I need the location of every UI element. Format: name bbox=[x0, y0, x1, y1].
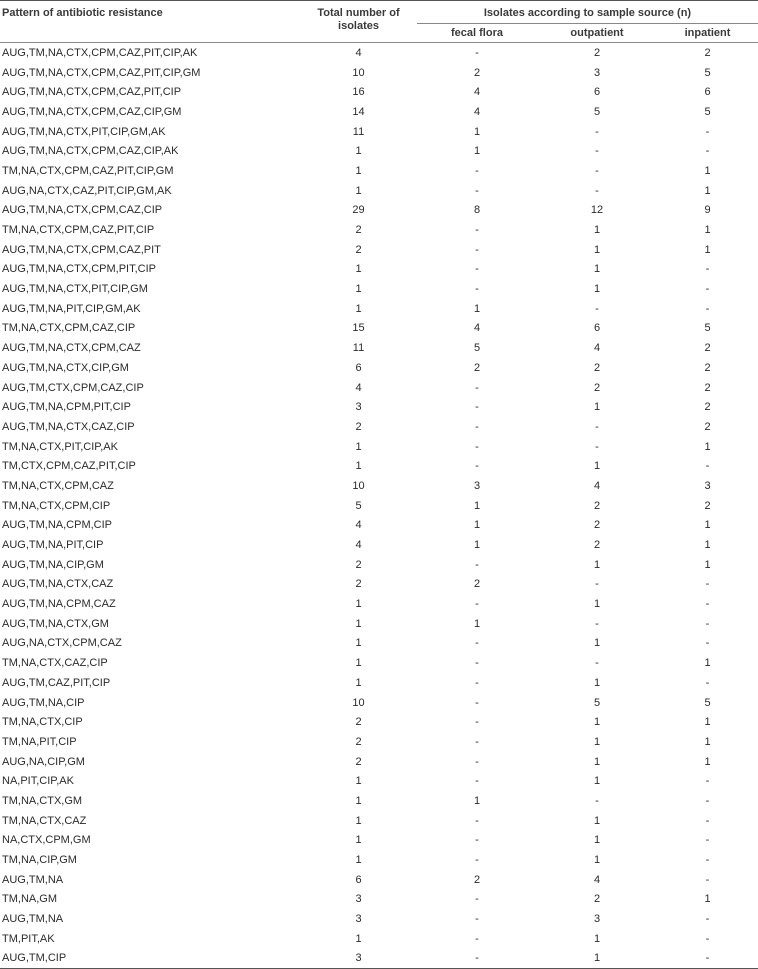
total-cell: 1 bbox=[355, 814, 362, 827]
table-row bbox=[0, 771, 758, 791]
total-cell: 2 bbox=[355, 420, 362, 433]
pattern-cell: AUG,TM,NA,CPM,CIP bbox=[2, 519, 113, 532]
table-row bbox=[0, 201, 758, 221]
fecal-cell: - bbox=[475, 932, 479, 945]
pattern-cell: AUG,TM,NA,CTX,PIT,CIP,GM bbox=[2, 283, 148, 296]
outpatient-cell: 4 bbox=[593, 873, 601, 886]
outpatient-cell: 2 bbox=[593, 519, 601, 532]
total-cell: 1 bbox=[355, 854, 362, 867]
table-row bbox=[0, 496, 758, 516]
total-cell: 2 bbox=[355, 755, 362, 768]
outpatient-cell: - bbox=[595, 184, 599, 197]
inpatient-cell: - bbox=[705, 932, 710, 945]
table-row bbox=[0, 575, 758, 595]
inpatient-cell: 2 bbox=[704, 381, 711, 394]
pattern-cell: TM,PIT,AK bbox=[2, 932, 55, 945]
fecal-cell: 1 bbox=[473, 125, 481, 138]
outpatient-cell: 2 bbox=[593, 46, 601, 59]
table-row bbox=[0, 240, 758, 260]
fecal-cell: - bbox=[475, 814, 479, 827]
table-row bbox=[0, 516, 758, 536]
table-row bbox=[0, 732, 758, 752]
inpatient-cell: 1 bbox=[704, 735, 711, 748]
pattern-cell: AUG,TM,NA,CTX,CPM,CAZ,PIT,CIP,AK bbox=[2, 46, 198, 59]
header-outpatient: outpatient bbox=[570, 27, 624, 39]
fecal-cell: 2 bbox=[473, 873, 481, 886]
table-row bbox=[0, 82, 758, 102]
inpatient-cell: 1 bbox=[704, 184, 711, 197]
table-row bbox=[0, 614, 758, 634]
table-row bbox=[0, 299, 758, 319]
inpatient-cell: - bbox=[705, 460, 710, 473]
fecal-cell: - bbox=[475, 696, 479, 709]
pattern-cell: AUG,TM,NA,CPM,PIT,CIP bbox=[2, 401, 131, 414]
fecal-cell: - bbox=[475, 224, 479, 237]
table-row bbox=[0, 693, 758, 713]
pattern-cell: AUG,TM,NA,CTX,CPM,CAZ,PIT,CIP bbox=[2, 86, 182, 99]
table-row bbox=[0, 929, 758, 949]
pattern-cell: AUG,NA,CTX,CAZ,PIT,CIP,GM,AK bbox=[2, 184, 172, 197]
table-row bbox=[0, 122, 758, 142]
total-cell: 1 bbox=[355, 263, 362, 276]
outpatient-cell: 1 bbox=[593, 676, 601, 689]
table-row bbox=[0, 811, 758, 831]
pattern-cell: AUG,TM,NA,CTX,CIP,GM bbox=[2, 361, 129, 374]
total-cell: 1 bbox=[355, 164, 362, 177]
fecal-cell: - bbox=[475, 893, 479, 906]
fecal-cell: 4 bbox=[473, 86, 481, 99]
table-row bbox=[0, 338, 758, 358]
table-row bbox=[0, 358, 758, 378]
table-row bbox=[0, 220, 758, 240]
inpatient-cell: - bbox=[705, 873, 710, 886]
total-cell: 2 bbox=[355, 578, 362, 591]
outpatient-cell: 1 bbox=[593, 637, 601, 650]
pattern-cell: AUG,TM,NA,CTX,CPM,PIT,CIP bbox=[2, 263, 157, 276]
total-cell: 3 bbox=[355, 913, 362, 926]
total-cell: 3 bbox=[355, 893, 362, 906]
fecal-cell: - bbox=[475, 854, 479, 867]
outpatient-cell: - bbox=[595, 145, 599, 158]
total-cell: 1 bbox=[355, 302, 362, 315]
total-cell: 4 bbox=[355, 539, 362, 552]
fecal-cell: - bbox=[475, 381, 479, 394]
outpatient-cell: - bbox=[595, 657, 599, 670]
table-body bbox=[0, 43, 758, 969]
inpatient-cell: - bbox=[705, 814, 710, 827]
pattern-cell: TM,NA,GM bbox=[2, 893, 57, 906]
outpatient-cell: 1 bbox=[593, 283, 601, 296]
table-row bbox=[0, 397, 758, 417]
inpatient-cell: 2 bbox=[704, 361, 711, 374]
total-cell: 1 bbox=[355, 932, 362, 945]
table-row bbox=[0, 102, 758, 122]
header-pattern: Pattern of antibiotic resistance bbox=[2, 7, 163, 19]
pattern-cell: AUG,TM,NA bbox=[2, 913, 64, 926]
fecal-cell: 1 bbox=[473, 145, 481, 158]
outpatient-cell: 1 bbox=[593, 854, 601, 867]
total-cell: 1 bbox=[355, 657, 362, 670]
inpatient-cell: 5 bbox=[704, 105, 711, 118]
inpatient-cell: 1 bbox=[704, 716, 711, 729]
total-cell: 16 bbox=[352, 86, 365, 99]
pattern-cell: AUG,TM,NA,CTX,GM bbox=[2, 617, 109, 630]
total-cell: 1 bbox=[355, 598, 362, 611]
table-row bbox=[0, 260, 758, 280]
outpatient-cell: 1 bbox=[593, 755, 601, 768]
outpatient-cell: 4 bbox=[593, 342, 601, 355]
outpatient-cell: 3 bbox=[593, 66, 601, 79]
inpatient-cell: 1 bbox=[704, 558, 711, 571]
fecal-cell: - bbox=[475, 164, 479, 177]
fecal-cell: - bbox=[475, 913, 479, 926]
table-row bbox=[0, 752, 758, 772]
fecal-cell: - bbox=[475, 676, 479, 689]
inpatient-cell: 1 bbox=[704, 519, 711, 532]
total-cell: 11 bbox=[352, 342, 365, 355]
table-row bbox=[0, 279, 758, 299]
table-row bbox=[0, 870, 758, 890]
table-row bbox=[0, 378, 758, 398]
total-cell: 10 bbox=[352, 66, 365, 79]
total-cell: 10 bbox=[352, 696, 365, 709]
pattern-cell: TM,NA,CTX,CIP bbox=[2, 716, 83, 729]
fecal-cell: 1 bbox=[473, 519, 481, 532]
outpatient-cell: 6 bbox=[593, 86, 601, 99]
fecal-cell: 4 bbox=[473, 105, 481, 118]
total-cell: 2 bbox=[355, 735, 362, 748]
outpatient-cell: 1 bbox=[537, 949, 657, 969]
outpatient-cell: 1 bbox=[593, 814, 601, 827]
total-cell: 4 bbox=[355, 519, 362, 532]
table-row bbox=[0, 831, 758, 851]
outpatient-cell: 1 bbox=[593, 834, 601, 847]
outpatient-cell: 2 bbox=[593, 539, 601, 552]
total-cell: 3 bbox=[355, 401, 362, 414]
table-row bbox=[0, 594, 758, 614]
table-row bbox=[0, 949, 758, 969]
inpatient-cell: - bbox=[705, 794, 710, 807]
total-cell: 1 bbox=[355, 145, 362, 158]
pattern-cell: AUG,TM,NA,CTX,PIT,CIP,GM,AK bbox=[2, 125, 166, 138]
fecal-cell: - bbox=[475, 263, 479, 276]
pattern-cell: AUG,NA,CTX,CPM,CAZ bbox=[2, 637, 122, 650]
outpatient-cell: 1 bbox=[593, 932, 601, 945]
pattern-cell: TM,NA,CTX,CPM,CAZ,PIT,CIP bbox=[2, 224, 155, 237]
pattern-cell: AUG,TM,NA,CIP,GM bbox=[2, 558, 104, 571]
fecal-cell: 1 bbox=[473, 539, 481, 552]
inpatient-cell: - bbox=[705, 617, 710, 630]
header-sample-source: Isolates according to sample source (n) bbox=[417, 1, 758, 24]
table-row bbox=[0, 673, 758, 693]
table-row bbox=[0, 909, 758, 929]
fecal-cell: 1 bbox=[473, 499, 481, 512]
inpatient-cell: 6 bbox=[704, 86, 711, 99]
total-cell: 1 bbox=[355, 440, 362, 453]
fecal-cell: - bbox=[417, 949, 537, 969]
total-cell: 4 bbox=[355, 46, 362, 59]
outpatient-cell: - bbox=[595, 578, 599, 591]
inpatient-cell: - bbox=[705, 578, 710, 591]
fecal-cell: - bbox=[475, 657, 479, 670]
table-row bbox=[0, 161, 758, 181]
total-cell: 1 bbox=[355, 834, 362, 847]
pattern-cell: TM,CTX,CPM,CAZ,PIT,CIP bbox=[2, 460, 136, 473]
pattern-cell: AUG,TM,CAZ,PIT,CIP bbox=[2, 676, 111, 689]
table-row bbox=[0, 43, 758, 63]
outpatient-cell: - bbox=[595, 302, 599, 315]
inpatient-cell: 1 bbox=[704, 539, 711, 552]
pattern-cell: TM,NA,CTX,CPM,CAZ,PIT,CIP,GM bbox=[2, 164, 174, 177]
total-cell: 10 bbox=[352, 479, 365, 492]
inpatient-cell: 1 bbox=[704, 893, 711, 906]
pattern-cell: TM,NA,CTX,GM bbox=[2, 794, 83, 807]
table-row bbox=[0, 319, 758, 339]
pattern-cell: AUG,TM,NA,CTX,CPM,CAZ,CIP,GM bbox=[2, 105, 182, 118]
total-cell: 1 bbox=[355, 775, 362, 788]
table-row bbox=[0, 417, 758, 437]
fecal-cell: - bbox=[475, 735, 479, 748]
fecal-cell: 3 bbox=[473, 479, 481, 492]
inpatient-cell: - bbox=[705, 263, 710, 276]
inpatient-cell: - bbox=[705, 283, 710, 296]
total-cell: 11 bbox=[352, 125, 365, 138]
fecal-cell: - bbox=[475, 460, 479, 473]
outpatient-cell: 2 bbox=[593, 381, 601, 394]
pattern-cell: TM,NA,CTX,CPM,CAZ,CIP bbox=[2, 322, 136, 335]
total-cell: 1 bbox=[355, 676, 362, 689]
outpatient-cell: 1 bbox=[593, 401, 601, 414]
pattern-cell: AUG,TM,NA,CTX,CPM,CAZ,PIT bbox=[2, 243, 161, 256]
table-row bbox=[0, 712, 758, 732]
fecal-cell: - bbox=[475, 184, 479, 197]
inpatient-cell: 2 bbox=[704, 401, 711, 414]
total-cell: 2 bbox=[355, 716, 362, 729]
total-cell: 14 bbox=[352, 105, 365, 118]
total-cell: 2 bbox=[355, 243, 362, 256]
table-row bbox=[0, 181, 758, 201]
pattern-cell: AUG,TM,NA,CTX,CPM,CAZ bbox=[2, 342, 141, 355]
outpatient-cell: 1 bbox=[593, 598, 601, 611]
fecal-cell: 1 bbox=[473, 302, 481, 315]
inpatient-cell: 1 bbox=[704, 440, 711, 453]
outpatient-cell: 2 bbox=[593, 361, 601, 374]
fecal-cell: - bbox=[475, 755, 479, 768]
fecal-cell: 5 bbox=[473, 342, 481, 355]
inpatient-cell: 9 bbox=[704, 204, 711, 217]
table-row bbox=[0, 456, 758, 476]
fecal-cell: 4 bbox=[473, 322, 481, 335]
outpatient-cell: - bbox=[595, 420, 599, 433]
outpatient-cell: 4 bbox=[593, 479, 601, 492]
inpatient-cell: - bbox=[705, 598, 710, 611]
pattern-cell: AUG,TM,NA,PIT,CIP bbox=[2, 539, 104, 552]
table-header bbox=[0, 1, 758, 43]
fecal-cell: 2 bbox=[473, 66, 481, 79]
total-cell: 6 bbox=[355, 361, 362, 374]
total-cell: 15 bbox=[352, 322, 365, 335]
pattern-cell: AUG,TM,NA,CIP bbox=[2, 696, 85, 709]
pattern-cell: AUG,TM,CIP bbox=[0, 949, 300, 969]
inpatient-cell: 2 bbox=[704, 420, 711, 433]
inpatient-cell: 5 bbox=[704, 322, 711, 335]
table-row bbox=[0, 535, 758, 555]
total-cell: 29 bbox=[352, 204, 365, 217]
inpatient-cell: 2 bbox=[704, 499, 711, 512]
inpatient-cell: - bbox=[705, 834, 710, 847]
pattern-cell: AUG,TM,NA,PIT,CIP,GM,AK bbox=[2, 302, 141, 315]
inpatient-cell: 1 bbox=[704, 657, 711, 670]
inpatient-cell: - bbox=[705, 302, 710, 315]
inpatient-cell: 5 bbox=[704, 66, 711, 79]
outpatient-cell: 1 bbox=[593, 558, 601, 571]
fecal-cell: - bbox=[475, 558, 479, 571]
pattern-cell: TM,NA,CTX,CPM,CAZ bbox=[2, 479, 114, 492]
outpatient-cell: 1 bbox=[593, 716, 601, 729]
table-row bbox=[0, 63, 758, 83]
total-cell: 1 bbox=[355, 794, 362, 807]
header-total: Total number of isolates bbox=[317, 7, 400, 32]
total-cell: 1 bbox=[355, 460, 362, 473]
table-row bbox=[0, 555, 758, 575]
outpatient-cell: 5 bbox=[593, 105, 601, 118]
inpatient-cell: 2 bbox=[704, 342, 711, 355]
total-cell: 1 bbox=[355, 637, 362, 650]
fecal-cell: - bbox=[475, 775, 479, 788]
inpatient-cell: 5 bbox=[704, 696, 711, 709]
pattern-cell: AUG,TM,NA bbox=[2, 873, 64, 886]
pattern-cell: AUG,TM,NA,CTX,CAZ,CIP bbox=[2, 420, 135, 433]
outpatient-cell: - bbox=[595, 125, 599, 138]
pattern-cell: AUG,TM,CTX,CPM,CAZ,CIP bbox=[2, 381, 144, 394]
total-cell: 2 bbox=[355, 558, 362, 571]
fecal-cell: - bbox=[475, 401, 479, 414]
fecal-cell: - bbox=[475, 440, 479, 453]
fecal-cell: - bbox=[475, 637, 479, 650]
fecal-cell: 2 bbox=[473, 361, 481, 374]
fecal-cell: - bbox=[475, 243, 479, 256]
outpatient-cell: 1 bbox=[593, 735, 601, 748]
outpatient-cell: 6 bbox=[593, 322, 601, 335]
pattern-cell: AUG,TM,NA,CTX,CPM,CAZ,PIT,CIP,GM bbox=[2, 66, 201, 79]
fecal-cell: - bbox=[475, 834, 479, 847]
total-cell: 5 bbox=[355, 499, 362, 512]
fecal-cell: - bbox=[475, 46, 479, 59]
header-inpatient: inpatient bbox=[684, 27, 731, 39]
pattern-cell: TM,NA,PIT,CIP bbox=[2, 735, 77, 748]
inpatient-cell: 1 bbox=[704, 243, 711, 256]
table-row bbox=[0, 141, 758, 161]
inpatient-cell: 1 bbox=[704, 224, 711, 237]
header-fecal-flora: fecal flora bbox=[451, 27, 503, 39]
table-row bbox=[0, 634, 758, 654]
total-cell: 1 bbox=[355, 184, 362, 197]
outpatient-cell: 12 bbox=[590, 204, 604, 217]
pattern-cell: TM,NA,CTX,PIT,CIP,AK bbox=[2, 440, 118, 453]
inpatient-cell: - bbox=[705, 637, 710, 650]
inpatient-cell: - bbox=[705, 145, 710, 158]
inpatient-cell: - bbox=[705, 775, 710, 788]
pattern-cell: AUG,TM,NA,CTX,CAZ bbox=[2, 578, 114, 591]
outpatient-cell: 5 bbox=[593, 696, 601, 709]
outpatient-cell: 1 bbox=[593, 460, 601, 473]
outpatient-cell: 2 bbox=[593, 893, 601, 906]
pattern-cell: NA,CTX,CPM,GM bbox=[2, 834, 91, 847]
outpatient-cell: - bbox=[595, 794, 599, 807]
outpatient-cell: - bbox=[595, 440, 599, 453]
inpatient-cell: 2 bbox=[704, 46, 711, 59]
pattern-cell: NA,PIT,CIP,AK bbox=[2, 775, 74, 788]
table-row bbox=[0, 653, 758, 673]
inpatient-cell: 3 bbox=[704, 479, 711, 492]
inpatient-cell: - bbox=[705, 676, 710, 689]
outpatient-cell: 1 bbox=[593, 224, 601, 237]
inpatient-cell: - bbox=[705, 913, 710, 926]
outpatient-cell: - bbox=[595, 164, 599, 177]
fecal-cell: - bbox=[475, 598, 479, 611]
fecal-cell: 1 bbox=[473, 617, 481, 630]
table-row bbox=[0, 890, 758, 910]
inpatient-cell: 1 bbox=[704, 755, 711, 768]
pattern-cell: TM,NA,CIP,GM bbox=[2, 854, 77, 867]
outpatient-cell: 1 bbox=[593, 775, 601, 788]
table-row bbox=[0, 850, 758, 870]
table-row bbox=[0, 476, 758, 496]
pattern-cell: AUG,TM,NA,CTX,CPM,CAZ,CIP bbox=[2, 204, 163, 217]
pattern-cell: TM,NA,CTX,CAZ bbox=[2, 814, 87, 827]
inpatient-cell: 1 bbox=[704, 164, 711, 177]
pattern-cell: TM,NA,CTX,CPM,CIP bbox=[2, 499, 111, 512]
total-cell: 4 bbox=[355, 381, 362, 394]
fecal-cell: 2 bbox=[473, 578, 481, 591]
fecal-cell: - bbox=[475, 716, 479, 729]
fecal-cell: - bbox=[475, 420, 479, 433]
outpatient-cell: 1 bbox=[593, 243, 601, 256]
outpatient-cell: 1 bbox=[593, 263, 601, 276]
outpatient-cell: - bbox=[595, 617, 599, 630]
total-cell: 2 bbox=[355, 224, 362, 237]
fecal-cell: 1 bbox=[473, 794, 481, 807]
outpatient-cell: 2 bbox=[593, 499, 601, 512]
table-row bbox=[0, 791, 758, 811]
total-cell: 1 bbox=[355, 283, 362, 296]
fecal-cell: - bbox=[475, 283, 479, 296]
total-cell: 3 bbox=[300, 949, 417, 969]
pattern-cell: AUG,TM,NA,CTX,CPM,CAZ,CIP,AK bbox=[2, 145, 179, 158]
total-cell: 1 bbox=[355, 617, 362, 630]
total-cell: 6 bbox=[355, 873, 362, 886]
fecal-cell: 8 bbox=[473, 204, 481, 217]
inpatient-cell: - bbox=[657, 949, 758, 969]
inpatient-cell: - bbox=[705, 125, 710, 138]
pattern-cell: AUG,TM,NA,CPM,CAZ bbox=[2, 598, 116, 611]
table-row bbox=[0, 437, 758, 457]
inpatient-cell: - bbox=[705, 854, 710, 867]
pattern-cell: AUG,NA,CIP,GM bbox=[2, 755, 85, 768]
outpatient-cell: 3 bbox=[593, 913, 601, 926]
pattern-cell: TM,NA,CTX,CAZ,CIP bbox=[2, 657, 108, 670]
